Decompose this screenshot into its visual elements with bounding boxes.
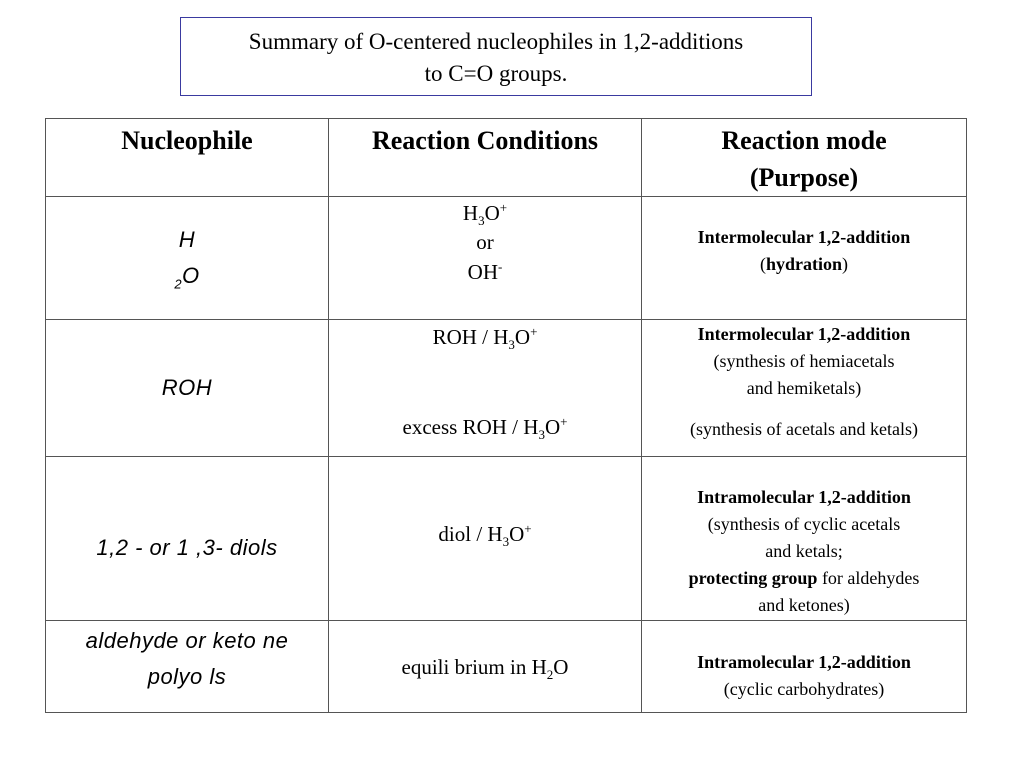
table-row — [46, 320, 967, 457]
mode-cell: Intermolecular 1,2-addition (synthesis of hemiacetals and hemiketals) (synthesis of acetals and ketals) — [642, 320, 967, 457]
nucleophile-table — [45, 118, 967, 713]
table-header-row — [46, 119, 967, 197]
title-line-2: to C=O groups. — [424, 61, 568, 86]
conditions-cell: equili brium in $H_2O$ — [329, 621, 642, 713]
nucleophile-cell: 1,2 - or 1 ,3- diols — [46, 457, 329, 621]
table-row — [46, 457, 967, 621]
table-row — [46, 197, 967, 320]
table-row — [46, 621, 967, 713]
conditions-cell: ROH / $H_3O^+$ excess ROH / $H_3O^+$ — [329, 320, 642, 457]
title-line-1: Summary of O-centered nucleophiles in 1,2-additions — [248, 29, 744, 54]
header-nucleophile: Nucleophile — [46, 119, 329, 197]
mode-cell: Intramolecular 1,2-addition (synthesis of cyclic acetals and ketals; protecting group for aldehydes and ketones) — [642, 457, 967, 621]
conditions-cell: diol / $H_3O^+$ — [329, 457, 642, 621]
header-mode: Reaction mode (Purpose) — [642, 119, 967, 197]
mode-cell: Intermolecular 1,2-addition (hydration) — [642, 197, 967, 320]
header-conditions: Reaction Conditions — [329, 119, 642, 197]
conditions-cell: $H_3O^+$ or OH- — [329, 197, 642, 320]
title-box — [180, 17, 812, 96]
nucleophile-cell: aldehyde or keto ne polyo ls — [46, 621, 329, 713]
mode-cell: Intramolecular 1,2-addition (cyclic carbohydrates) — [642, 621, 967, 713]
nucleophile-cell: H $_2$O — [46, 197, 329, 320]
nucleophile-cell: ROH — [46, 320, 329, 457]
